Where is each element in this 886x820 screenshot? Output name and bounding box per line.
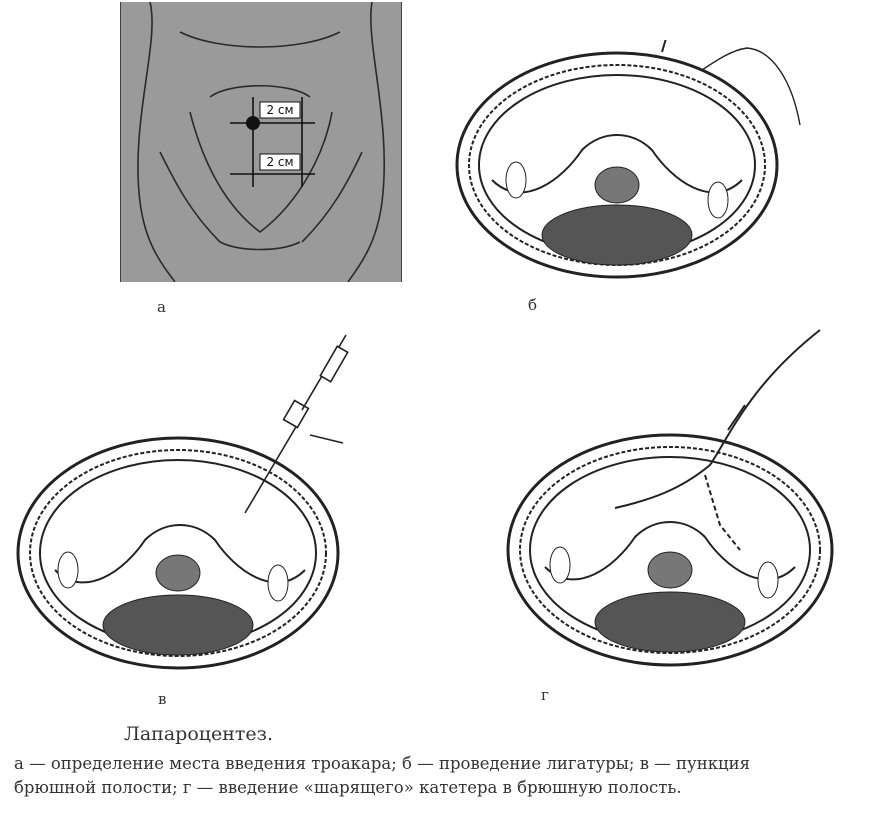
abdomen-illustration [120, 2, 402, 282]
figure-caption [14, 752, 874, 800]
panel-d-cross-section [500, 325, 845, 675]
panel-label-d: г [541, 686, 549, 704]
cross-section-catheter [500, 325, 845, 675]
panel-label-a: а [157, 298, 166, 316]
caption-line-2: брюшной полости; г — введение «шарящего» катетера в брюшную полость. [14, 778, 682, 797]
panel-b-cross-section [452, 40, 812, 290]
trocar [245, 335, 348, 513]
insertion-point [246, 116, 260, 130]
cross-section-ligature [452, 40, 812, 290]
measure-label-top: 2 см [266, 103, 294, 117]
panel-label-c: в [158, 690, 167, 708]
caption-line-1: а — определение места введения троакара; б — проведение лигатуры; в — пункция [14, 754, 751, 773]
panel-label-b: б [528, 296, 538, 314]
panel-a-abdomen [120, 2, 402, 282]
figure-title: Лапароцентез. [124, 723, 274, 745]
cross-section-puncture [10, 325, 355, 680]
ligature-thread [702, 48, 800, 125]
measure-label-bottom: 2 см [266, 155, 294, 169]
panel-c-cross-section [10, 325, 355, 680]
